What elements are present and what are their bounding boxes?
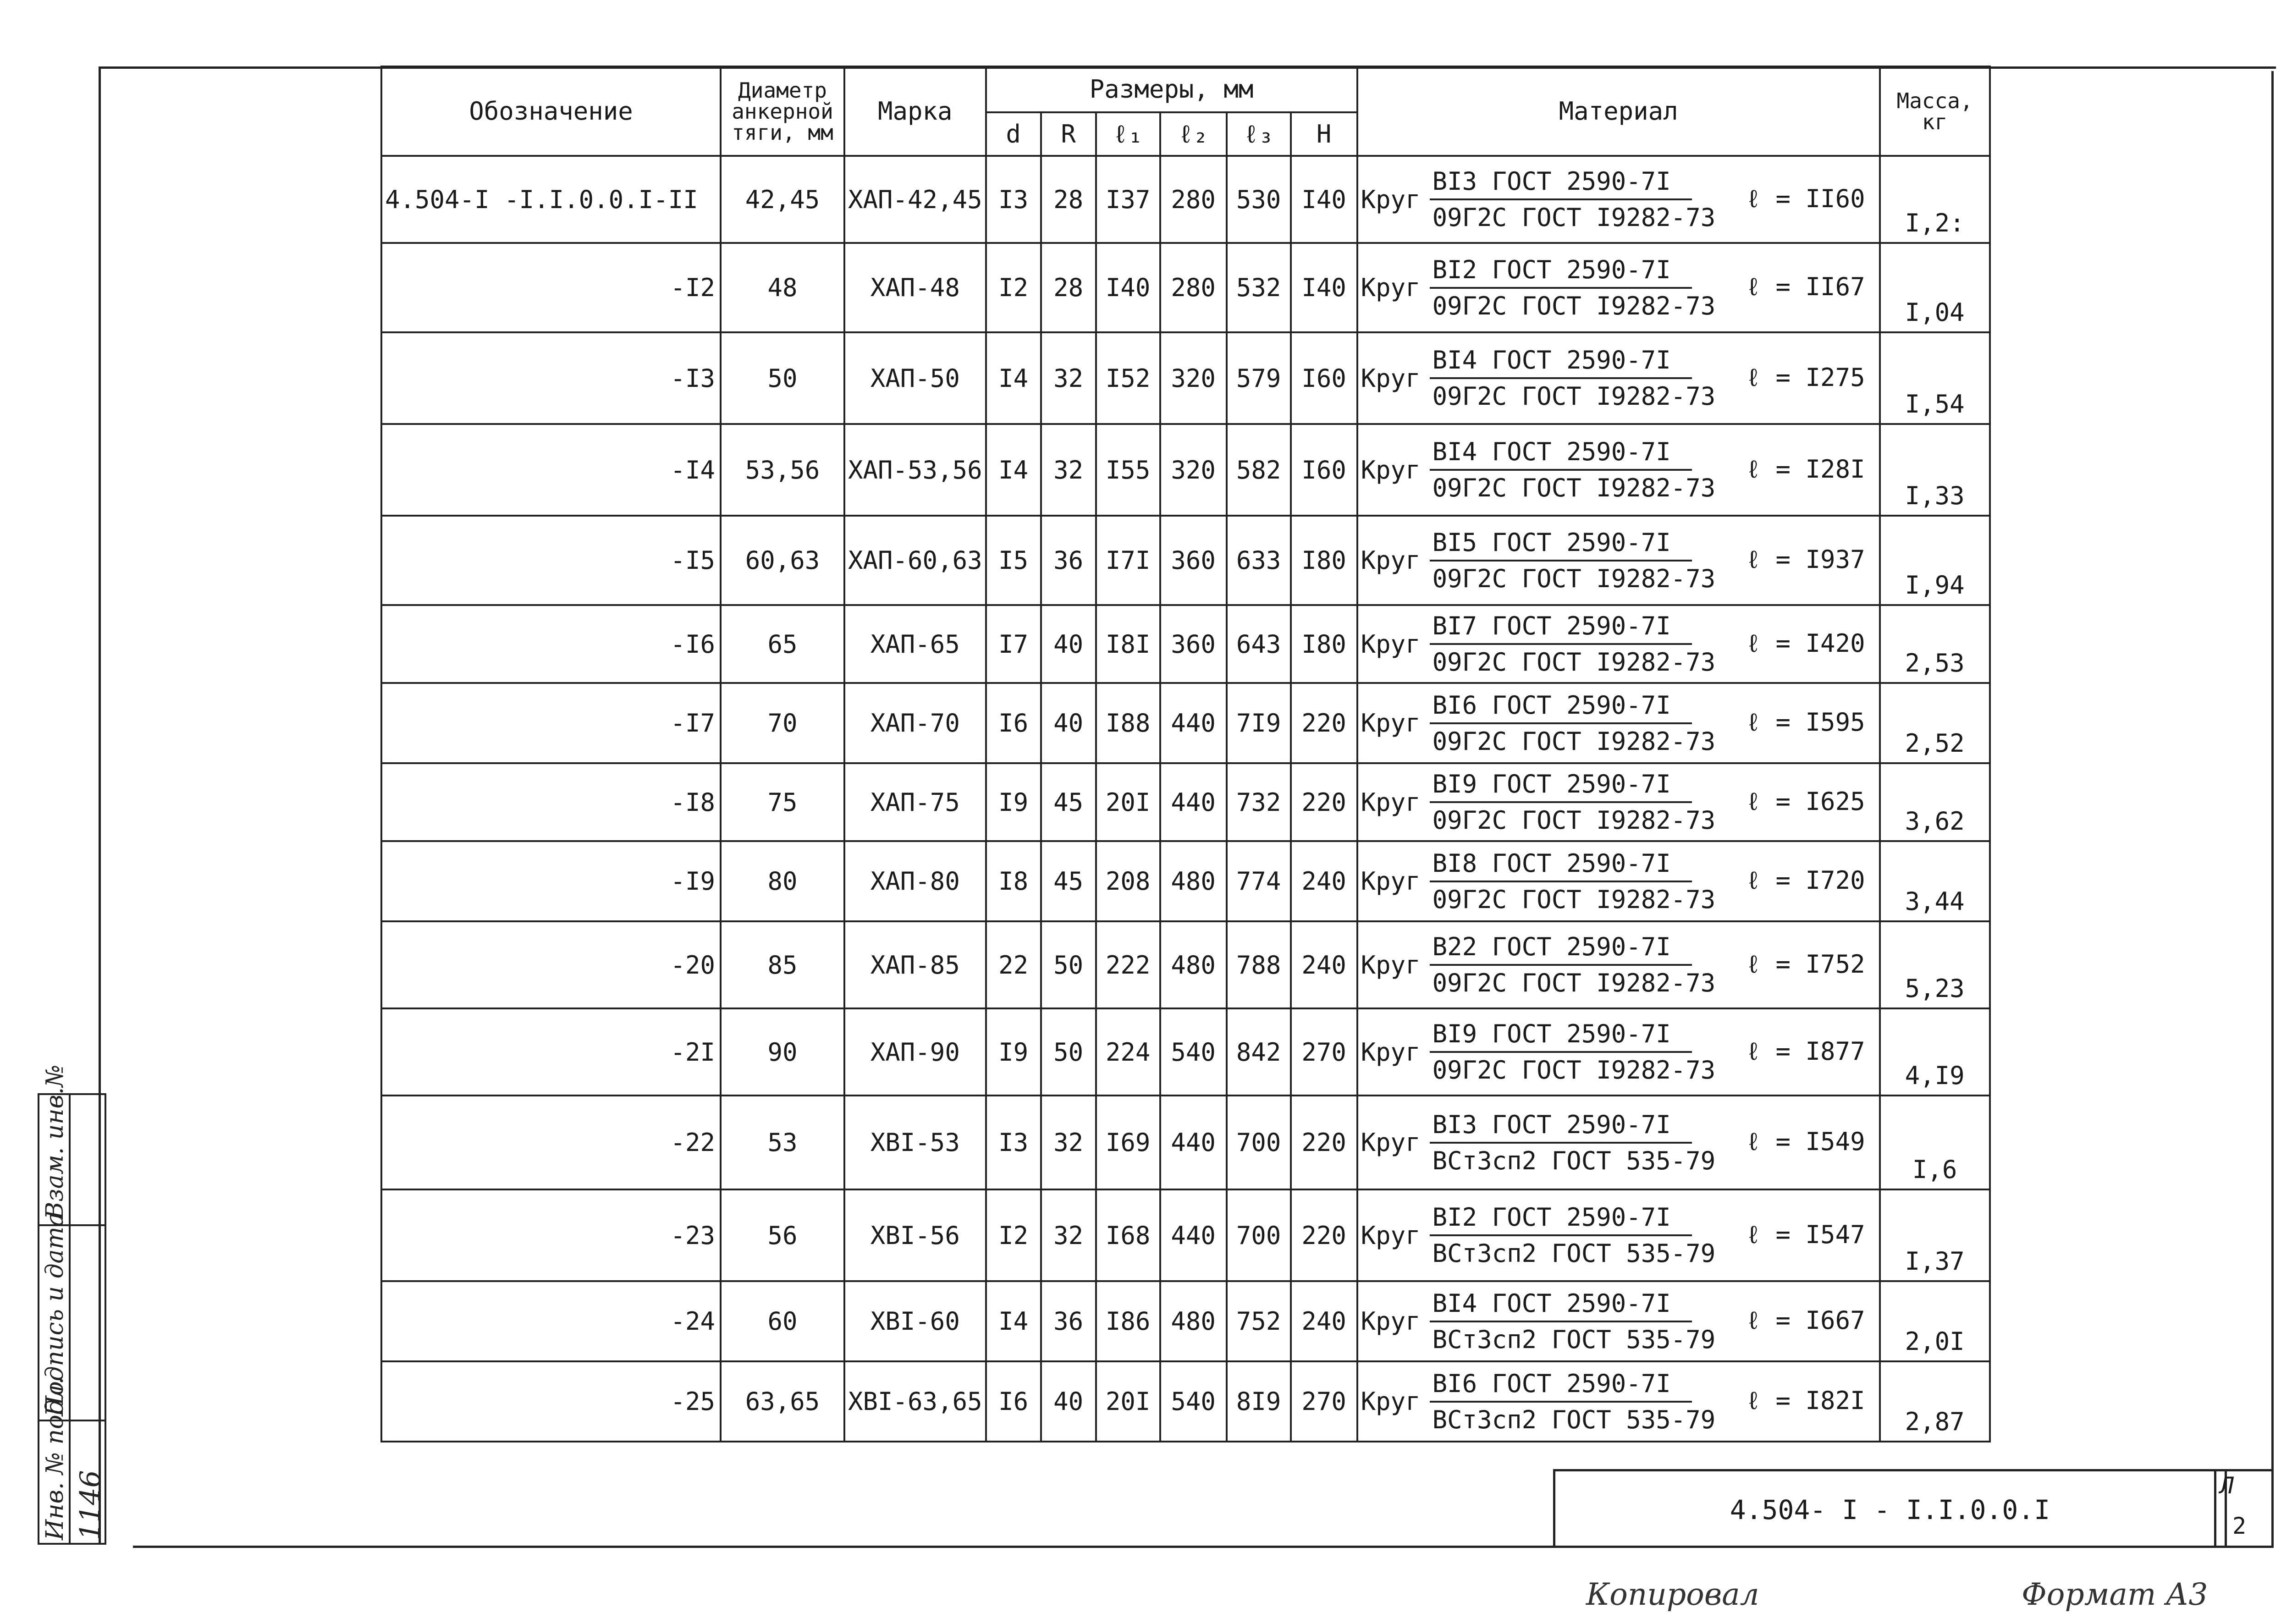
material-grade-bottom: 09Г2С ГОСТ I9282-73	[1432, 382, 1716, 411]
cell-l3: 788	[1227, 921, 1291, 1008]
header-diameter: Диаметр анкерной тяги, мм	[721, 66, 844, 156]
cell-l3: 532	[1227, 243, 1291, 332]
cell-l1: I69	[1096, 1096, 1160, 1189]
cell-h: I80	[1291, 605, 1357, 683]
cell-d: I4	[986, 332, 1041, 424]
cell-l2: 480	[1160, 921, 1227, 1008]
material-grade-top: B22 ГОСТ 2590-7I	[1430, 932, 1692, 966]
material-word: Круг	[1361, 1307, 1421, 1336]
cell-material	[1357, 763, 1880, 841]
material-grade-bottom: 09Г2С ГОСТ I9282-73	[1432, 1056, 1716, 1085]
cell-diameter: 48	[721, 243, 844, 332]
material-length: ℓ = I595	[1746, 708, 1865, 737]
cell-material	[1357, 683, 1880, 763]
cell-designation: -I2	[381, 243, 721, 332]
material-length: ℓ = II60	[1746, 184, 1865, 213]
material-word: Круг	[1361, 950, 1421, 980]
cell-designation: -I3	[381, 332, 721, 424]
cell-designation: 4.504-I -I.I.0.0.I-II	[381, 156, 721, 243]
cell-mass: 3,44	[1880, 841, 1990, 921]
cell-l1: 20I	[1096, 1361, 1160, 1442]
header-mark: Марка	[844, 66, 986, 156]
header-r: R	[1041, 112, 1096, 156]
table-row	[381, 1361, 1990, 1442]
cell-d: I5	[986, 516, 1041, 605]
table-row	[381, 683, 1990, 763]
table-row	[381, 1281, 1990, 1361]
cell-mark: ХАП-50	[844, 332, 986, 424]
header-d: d	[986, 112, 1041, 156]
cell-diameter: 63,65	[721, 1361, 844, 1442]
material-length: ℓ = I625	[1746, 787, 1865, 816]
cell-h: 240	[1291, 921, 1357, 1008]
material-grade-top: BI8 ГОСТ 2590-7I	[1430, 849, 1692, 882]
cell-d: I7	[986, 605, 1041, 683]
table-row	[381, 605, 1990, 683]
table-row	[381, 516, 1990, 605]
cell-diameter: 53,56	[721, 424, 844, 516]
material-grade-bottom: 09Г2С ГОСТ I9282-73	[1432, 885, 1716, 914]
cell-mass: I,33	[1880, 424, 1990, 516]
cell-d: I2	[986, 243, 1041, 332]
cell-r: 36	[1041, 516, 1096, 605]
cell-h: I40	[1291, 243, 1357, 332]
cell-l2: 540	[1160, 1361, 1227, 1442]
cell-h: I40	[1291, 156, 1357, 243]
cell-h: 240	[1291, 841, 1357, 921]
material-grade-bottom: ВСт3сп2 ГОСТ 535-79	[1432, 1325, 1716, 1354]
material-word: Круг	[1361, 1037, 1421, 1067]
cell-designation: -I9	[381, 841, 721, 921]
cell-l1: I55	[1096, 424, 1160, 516]
cell-d: I4	[986, 1281, 1041, 1361]
material-fraction	[1430, 1019, 1732, 1085]
material-length: ℓ = I28I	[1746, 454, 1865, 484]
footer-copied: Копировал	[1586, 1577, 1759, 1612]
material-grade-top: BI6 ГОСТ 2590-7I	[1430, 1369, 1692, 1403]
table-row	[381, 243, 1990, 332]
cell-designation: -I7	[381, 683, 721, 763]
cell-mark: ХАП-75	[844, 763, 986, 841]
material-grade-top: BI4 ГОСТ 2590-7I	[1430, 1289, 1692, 1322]
header-l2: ℓ₂	[1160, 112, 1227, 156]
table-row	[381, 1008, 1990, 1096]
cell-l2: 440	[1160, 1096, 1227, 1189]
material-grade-bottom: 09Г2С ГОСТ I9282-73	[1432, 969, 1716, 997]
material-word: Круг	[1361, 867, 1421, 896]
material-length: ℓ = I275	[1746, 363, 1865, 392]
cell-mass: I,37	[1880, 1189, 1990, 1281]
cell-l1: 224	[1096, 1008, 1160, 1096]
cell-mass: I,2:	[1880, 156, 1990, 243]
cell-l1: 208	[1096, 841, 1160, 921]
cell-designation: -I8	[381, 763, 721, 841]
cell-diameter: 75	[721, 763, 844, 841]
material-grade-top: BI5 ГОСТ 2590-7I	[1430, 528, 1692, 562]
cell-h: 270	[1291, 1361, 1357, 1442]
material-length: ℓ = I547	[1746, 1220, 1865, 1249]
material-length: ℓ = I720	[1746, 866, 1865, 895]
cell-material	[1357, 424, 1880, 516]
table-row	[381, 424, 1990, 516]
cell-l2: 480	[1160, 841, 1227, 921]
sheet-number: 2	[2232, 1513, 2247, 1539]
cell-diameter: 56	[721, 1189, 844, 1281]
table-row	[381, 156, 1990, 243]
cell-mass: 5,23	[1880, 921, 1990, 1008]
cell-material	[1357, 1096, 1880, 1189]
cell-d: I9	[986, 763, 1041, 841]
material-fraction	[1430, 932, 1732, 997]
cell-r: 50	[1041, 921, 1096, 1008]
cell-material	[1357, 1189, 1880, 1281]
cell-mark: ХАП-90	[844, 1008, 986, 1096]
footer-format: Формат А3	[2022, 1577, 2208, 1612]
header-l1: ℓ₁	[1096, 112, 1160, 156]
table-row	[381, 841, 1990, 921]
approval-stamp	[38, 1064, 106, 1545]
cell-d: I9	[986, 1008, 1041, 1096]
document-code: 4.504- I - I.I.0.0.I	[1730, 1494, 2050, 1525]
cell-mass: 2,0I	[1880, 1281, 1990, 1361]
cell-mass: I,04	[1880, 243, 1990, 332]
cell-l2: 440	[1160, 683, 1227, 763]
cell-designation: -20	[381, 921, 721, 1008]
cell-mark: ХВI-63,65	[844, 1361, 986, 1442]
cell-material	[1357, 516, 1880, 605]
cell-r: 40	[1041, 1361, 1096, 1442]
cell-l3: 842	[1227, 1008, 1291, 1096]
material-fraction	[1430, 528, 1732, 593]
material-fraction	[1430, 167, 1732, 232]
material-word: Круг	[1361, 455, 1421, 484]
table-row	[381, 332, 1990, 424]
title-block	[1553, 1469, 2227, 1548]
material-word: Круг	[1361, 273, 1421, 302]
cell-material	[1357, 605, 1880, 683]
cell-l1: I8I	[1096, 605, 1160, 683]
cell-l3: 700	[1227, 1096, 1291, 1189]
header-l3: ℓ₃	[1227, 112, 1291, 156]
cell-h: 270	[1291, 1008, 1357, 1096]
cell-l1: I68	[1096, 1189, 1160, 1281]
cell-h: I80	[1291, 516, 1357, 605]
cell-l1: I37	[1096, 156, 1160, 243]
cell-material	[1357, 1008, 1880, 1096]
material-length: ℓ = I549	[1746, 1127, 1865, 1156]
material-fraction	[1430, 346, 1732, 411]
cell-material	[1357, 921, 1880, 1008]
material-word: Круг	[1361, 363, 1421, 393]
cell-l3: 8I9	[1227, 1361, 1291, 1442]
cell-mark: ХАП-65	[844, 605, 986, 683]
header-material: Материал	[1357, 66, 1880, 156]
material-grade-bottom: 09Г2С ГОСТ I9282-73	[1432, 564, 1716, 593]
cell-r: 50	[1041, 1008, 1096, 1096]
material-length: ℓ = I752	[1746, 949, 1865, 979]
material-fraction	[1430, 1110, 1732, 1175]
material-length: ℓ = I82I	[1746, 1386, 1865, 1415]
cell-l1: 222	[1096, 921, 1160, 1008]
cell-d: I4	[986, 424, 1041, 516]
cell-mark: ХАП-60,63	[844, 516, 986, 605]
cell-designation: -I4	[381, 424, 721, 516]
cell-l1: I7I	[1096, 516, 1160, 605]
cell-diameter: 50	[721, 332, 844, 424]
cell-designation: -2I	[381, 1008, 721, 1096]
material-grade-top: BI2 ГОСТ 2590-7I	[1430, 255, 1692, 289]
material-grade-top: BI3 ГОСТ 2590-7I	[1430, 167, 1692, 200]
stamp-inv-value: 1146	[74, 1470, 106, 1540]
material-grade-top: BI3 ГОСТ 2590-7I	[1430, 1110, 1692, 1144]
cell-mass: 4,I9	[1880, 1008, 1990, 1096]
cell-l3: 582	[1227, 424, 1291, 516]
material-fraction	[1430, 1289, 1732, 1354]
cell-diameter: 80	[721, 841, 844, 921]
material-fraction	[1430, 770, 1732, 835]
material-grade-bottom: 09Г2С ГОСТ I9282-73	[1432, 648, 1716, 677]
cell-r: 32	[1041, 424, 1096, 516]
header-h: H	[1291, 112, 1357, 156]
cell-d: I3	[986, 156, 1041, 243]
cell-d: I8	[986, 841, 1041, 921]
cell-designation: -I5	[381, 516, 721, 605]
cell-l2: 320	[1160, 424, 1227, 516]
stamp-inv-label: Инв. № подл.	[41, 1376, 69, 1540]
cell-l2: 320	[1160, 332, 1227, 424]
stamp-vzam-label: Взам. инв.№	[41, 1064, 69, 1219]
cell-h: 240	[1291, 1281, 1357, 1361]
material-word: Круг	[1361, 1387, 1421, 1416]
cell-d: I6	[986, 683, 1041, 763]
cell-material	[1357, 156, 1880, 243]
cell-l3: 774	[1227, 841, 1291, 921]
material-length: ℓ = II67	[1746, 272, 1865, 301]
cell-r: 40	[1041, 605, 1096, 683]
cell-l2: 360	[1160, 605, 1227, 683]
cell-r: 32	[1041, 1189, 1096, 1281]
cell-mass: I,6	[1880, 1096, 1990, 1189]
material-word: Круг	[1361, 185, 1421, 214]
cell-mark: ХАП-80	[844, 841, 986, 921]
material-grade-top: BI4 ГОСТ 2590-7I	[1430, 346, 1692, 379]
cell-designation: -22	[381, 1096, 721, 1189]
cell-h: I60	[1291, 424, 1357, 516]
material-fraction	[1430, 1203, 1732, 1268]
cell-r: 32	[1041, 332, 1096, 424]
material-grade-bottom: 09Г2С ГОСТ I9282-73	[1432, 291, 1716, 320]
cell-designation: -24	[381, 1281, 721, 1361]
cell-l1: 20I	[1096, 763, 1160, 841]
material-grade-bottom: ВСт3сп2 ГОСТ 535-79	[1432, 1405, 1716, 1434]
cell-mass: 2,53	[1880, 605, 1990, 683]
cell-mass: 3,62	[1880, 763, 1990, 841]
cell-diameter: 70	[721, 683, 844, 763]
cell-material	[1357, 841, 1880, 921]
cell-designation: -25	[381, 1361, 721, 1442]
cell-designation: -23	[381, 1189, 721, 1281]
material-word: Круг	[1361, 546, 1421, 575]
cell-l3: 700	[1227, 1189, 1291, 1281]
sheet-label: Л	[2220, 1472, 2234, 1499]
cell-d: I3	[986, 1096, 1041, 1189]
cell-d: I2	[986, 1189, 1041, 1281]
cell-l2: 280	[1160, 243, 1227, 332]
cell-h: I60	[1291, 332, 1357, 424]
material-grade-top: BI2 ГОСТ 2590-7I	[1430, 1203, 1692, 1236]
cell-mass: 2,87	[1880, 1361, 1990, 1442]
cell-mark: ХВI-56	[844, 1189, 986, 1281]
cell-material	[1357, 1281, 1880, 1361]
cell-mark: ХАП-48	[844, 243, 986, 332]
material-grade-top: BI9 ГОСТ 2590-7I	[1430, 1019, 1692, 1053]
table-row	[381, 921, 1990, 1008]
material-fraction	[1430, 255, 1732, 320]
cell-mass: 2,52	[1880, 683, 1990, 763]
material-fraction	[1430, 437, 1732, 502]
material-fraction	[1430, 611, 1732, 677]
header-dimensions: Размеры, мм	[986, 66, 1357, 112]
cell-d: 22	[986, 921, 1041, 1008]
cell-l3: 530	[1227, 156, 1291, 243]
cell-diameter: 65	[721, 605, 844, 683]
cell-material	[1357, 1361, 1880, 1442]
material-grade-top: BI6 ГОСТ 2590-7I	[1430, 691, 1692, 724]
cell-l1: I88	[1096, 683, 1160, 763]
cell-r: 32	[1041, 1096, 1096, 1189]
cell-r: 45	[1041, 763, 1096, 841]
cell-mark: ХАП-85	[844, 921, 986, 1008]
cell-diameter: 60	[721, 1281, 844, 1361]
cell-l2: 440	[1160, 763, 1227, 841]
material-fraction	[1430, 691, 1732, 756]
specification-table	[380, 66, 1991, 1442]
cell-h: 220	[1291, 683, 1357, 763]
material-grade-bottom: ВСт3сп2 ГОСТ 535-79	[1432, 1146, 1716, 1175]
material-grade-top: BI4 ГОСТ 2590-7I	[1430, 437, 1692, 471]
cell-l1: I40	[1096, 243, 1160, 332]
cell-mark: ХВI-60	[844, 1281, 986, 1361]
cell-r: 40	[1041, 683, 1096, 763]
cell-l2: 480	[1160, 1281, 1227, 1361]
cell-l1: I86	[1096, 1281, 1160, 1361]
cell-mass: I,94	[1880, 516, 1990, 605]
material-length: ℓ = I420	[1746, 628, 1865, 658]
cell-l2: 360	[1160, 516, 1227, 605]
cell-l2: 440	[1160, 1189, 1227, 1281]
material-grade-top: BI9 ГОСТ 2590-7I	[1430, 770, 1692, 803]
cell-l3: 732	[1227, 763, 1291, 841]
cell-r: 36	[1041, 1281, 1096, 1361]
cell-h: 220	[1291, 763, 1357, 841]
material-length: ℓ = I877	[1746, 1036, 1865, 1066]
material-word: Круг	[1361, 1221, 1421, 1250]
cell-l2: 540	[1160, 1008, 1227, 1096]
cell-l3: 7I9	[1227, 683, 1291, 763]
header-designation: Обозначение	[381, 66, 721, 156]
cell-diameter: 42,45	[721, 156, 844, 243]
material-word: Круг	[1361, 629, 1421, 659]
material-length: ℓ = I667	[1746, 1306, 1865, 1335]
cell-mark: ХАП-70	[844, 683, 986, 763]
cell-h: 220	[1291, 1189, 1357, 1281]
cell-mark: ХАП-53,56	[844, 424, 986, 516]
cell-diameter: 53	[721, 1096, 844, 1189]
cell-diameter: 85	[721, 921, 844, 1008]
frame-right-line	[2271, 71, 2274, 1547]
cell-h: 220	[1291, 1096, 1357, 1189]
material-fraction	[1430, 849, 1732, 914]
material-grade-top: BI7 ГОСТ 2590-7I	[1430, 611, 1692, 645]
table-row	[381, 763, 1990, 841]
cell-mark: ХАП-42,45	[844, 156, 986, 243]
material-grade-bottom: 09Г2С ГОСТ I9282-73	[1432, 727, 1716, 756]
cell-d: I6	[986, 1361, 1041, 1442]
material-grade-bottom: 09Г2С ГОСТ I9282-73	[1432, 473, 1716, 502]
material-word: Круг	[1361, 709, 1421, 738]
cell-r: 28	[1041, 156, 1096, 243]
table-row	[381, 1096, 1990, 1189]
material-grade-bottom: ВСт3сп2 ГОСТ 535-79	[1432, 1239, 1716, 1268]
cell-r: 28	[1041, 243, 1096, 332]
cell-r: 45	[1041, 841, 1096, 921]
cell-l2: 280	[1160, 156, 1227, 243]
cell-diameter: 60,63	[721, 516, 844, 605]
cell-diameter: 90	[721, 1008, 844, 1096]
cell-l1: I52	[1096, 332, 1160, 424]
cell-l3: 633	[1227, 516, 1291, 605]
material-fraction	[1430, 1369, 1732, 1434]
header-mass: Масса, кг	[1880, 66, 1990, 156]
cell-mark: ХВI-53	[844, 1096, 986, 1189]
material-length: ℓ = I937	[1746, 545, 1865, 574]
material-grade-bottom: 09Г2С ГОСТ I9282-73	[1432, 806, 1716, 835]
material-word: Круг	[1361, 787, 1421, 817]
sheet-number-box	[2214, 1469, 2274, 1548]
cell-material	[1357, 332, 1880, 424]
cell-l3: 643	[1227, 605, 1291, 683]
material-grade-bottom: 09Г2С ГОСТ I9282-73	[1432, 203, 1716, 232]
cell-l3: 752	[1227, 1281, 1291, 1361]
cell-mass: I,54	[1880, 332, 1990, 424]
material-word: Круг	[1361, 1128, 1421, 1157]
cell-material	[1357, 243, 1880, 332]
cell-designation: -I6	[381, 605, 721, 683]
stamp-sign-label: Подпись и дата	[41, 1212, 69, 1416]
cell-l3: 579	[1227, 332, 1291, 424]
table-row	[381, 1189, 1990, 1281]
